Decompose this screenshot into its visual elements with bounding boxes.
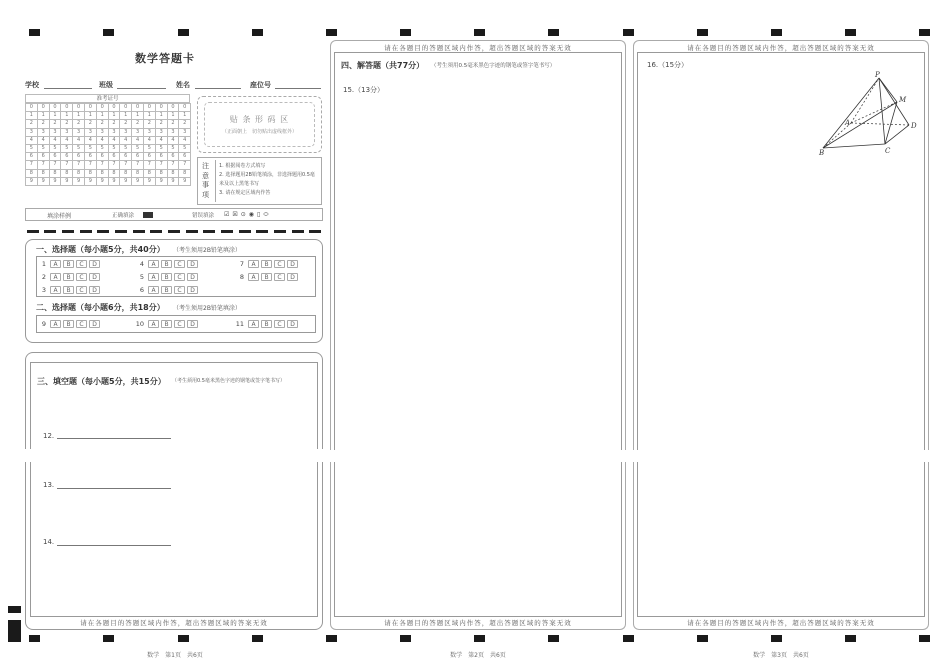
ticket-digit-bubble[interactable]: 3 (61, 128, 73, 136)
question-number: 11 (235, 320, 244, 328)
ticket-digit-bubble[interactable]: 6 (167, 153, 179, 161)
seat-label: 座位号 (250, 81, 271, 89)
choice-question (132, 320, 200, 328)
class-label: 班级 (99, 81, 113, 89)
option-bubble-b[interactable]: B (63, 286, 74, 294)
ticket-digit-bubble[interactable]: 2 (61, 120, 73, 128)
ticket-digit-bubble[interactable]: 9 (84, 177, 96, 185)
ticket-digit-bubble[interactable]: 7 (84, 161, 96, 169)
ticket-digit-bubble[interactable]: 9 (143, 177, 155, 185)
fill-section-inner-bottom (30, 462, 318, 617)
ticket-digit-bubble[interactable]: 8 (84, 169, 96, 177)
ticket-digit-bubble[interactable]: 5 (132, 144, 144, 152)
barcode-note: （正面朝上 切勿贴出虚线框外） (221, 129, 297, 135)
sec2-note: （考生须用2B铅笔填涂） (173, 305, 241, 312)
ticket-digit-bubble[interactable]: 7 (167, 161, 179, 169)
ticket-digit-bubble[interactable]: 8 (49, 169, 61, 177)
ticket-digit-bubble[interactable]: 3 (108, 128, 120, 136)
ticket-digit-bubble[interactable]: 0 (84, 104, 96, 112)
ticket-digit-bubble[interactable]: 8 (143, 169, 155, 177)
ticket-digit-bubble[interactable]: 9 (37, 177, 49, 185)
notice-1: 1. 根据阅卷方式填写 (219, 163, 266, 169)
option-bubble-c[interactable]: C (174, 260, 185, 268)
option-bubble-c[interactable]: C (76, 286, 87, 294)
wrong-fill-icons: ☑☒⊙◉▯⬭ (224, 211, 272, 218)
school-label: 学校 (25, 81, 39, 89)
ticket-digit-bubble[interactable]: 6 (179, 153, 191, 161)
ticket-digit-bubble[interactable]: 0 (179, 104, 191, 112)
ticket-digit-bubble[interactable]: 6 (143, 153, 155, 161)
name-label: 姓名 (176, 81, 190, 89)
option-bubble-d[interactable]: D (89, 260, 100, 268)
option-bubble-a[interactable]: A (148, 273, 159, 281)
question-number: 2 (41, 273, 46, 281)
ticket-digit-bubble[interactable]: 3 (120, 128, 132, 136)
option-bubble-a[interactable]: A (50, 286, 61, 294)
choice-question (132, 273, 200, 281)
footer-page-1: 数学 第1页 共6页 (147, 652, 203, 659)
option-bubble-c[interactable]: C (76, 260, 87, 268)
ticket-digit-bubble[interactable]: 0 (167, 104, 179, 112)
option-bubble-b[interactable]: B (261, 273, 272, 281)
ticket-digit-bubble[interactable]: 8 (61, 169, 73, 177)
col2-warning-bottom: 请在各题目的答题区域内作答，超出答题区域的答案无效 (384, 619, 572, 627)
ticket-digit-bubble[interactable]: 6 (96, 153, 108, 161)
ticket-digit-bubble[interactable]: 2 (143, 120, 155, 128)
ticket-digit-bubble[interactable]: 5 (120, 144, 132, 152)
footer-page-3: 数学 第3页 共6页 (753, 652, 809, 659)
q14-answer-line[interactable] (57, 545, 171, 546)
ticket-digit-bubble[interactable]: 5 (108, 144, 120, 152)
option-bubble-c[interactable]: C (274, 260, 285, 268)
ticket-digit-bubble[interactable]: 7 (179, 161, 191, 169)
ticket-digit-bubble[interactable]: 4 (37, 136, 49, 144)
option-bubble-d[interactable]: D (187, 286, 198, 294)
ticket-digit-bubble[interactable]: 2 (108, 120, 120, 128)
option-bubble-b[interactable]: B (261, 320, 272, 328)
ticket-digit-bubble[interactable]: 9 (179, 177, 191, 185)
ticket-digit-bubble[interactable]: 3 (73, 128, 85, 136)
ticket-digit-bubble[interactable]: 5 (167, 144, 179, 152)
ticket-digit-bubble[interactable]: 3 (49, 128, 61, 136)
option-bubble-d[interactable]: D (187, 273, 198, 281)
ticket-digit-bubble[interactable]: 2 (120, 120, 132, 128)
ticket-digit-bubble[interactable]: 2 (96, 120, 108, 128)
question-number: 9 (41, 320, 46, 328)
ticket-digit-bubble[interactable]: 6 (37, 153, 49, 161)
ticket-digit-bubble[interactable]: 4 (143, 136, 155, 144)
option-bubble-d[interactable]: D (287, 320, 298, 328)
q12-answer-line[interactable] (57, 438, 171, 439)
ticket-digit-bubble[interactable]: 4 (179, 136, 191, 144)
ticket-digit-bubble[interactable]: 9 (167, 177, 179, 185)
ticket-digit-bubble[interactable]: 8 (120, 169, 132, 177)
ticket-digit-bubble[interactable]: 5 (37, 144, 49, 152)
choice-question (132, 286, 200, 294)
ticket-digit-bubble[interactable]: 4 (167, 136, 179, 144)
footer-page-2: 数学 第2页 共6页 (450, 652, 506, 659)
label-P: P (875, 71, 880, 79)
ticket-digit-bubble[interactable]: 9 (96, 177, 108, 185)
choice-question (34, 286, 102, 294)
col3-warning-bottom: 请在各题目的答题区域内作答，超出答题区域的答案无效 (687, 619, 875, 627)
option-bubble-a[interactable]: A (50, 273, 61, 281)
barcode-area (197, 96, 322, 153)
option-bubble-d[interactable]: D (89, 286, 100, 294)
ticket-digit-bubble[interactable]: 7 (96, 161, 108, 169)
question-number: 8 (239, 273, 244, 281)
option-bubble-c[interactable]: C (76, 320, 87, 328)
card-title: 数学答题卡 (135, 52, 195, 65)
option-bubble-a[interactable]: A (148, 286, 159, 294)
ticket-digit-bubble[interactable]: 1 (155, 112, 167, 120)
choice-question (34, 260, 102, 268)
ticket-digit-bubble[interactable]: 9 (49, 177, 61, 185)
ticket-digit-bubble[interactable]: 5 (96, 144, 108, 152)
choice-question (132, 260, 200, 268)
choice-question (232, 260, 300, 268)
sec2-title: 二、选择题（每小题6分，共18分） (36, 303, 165, 312)
ticket-digit-bubble[interactable]: 3 (26, 128, 38, 136)
option-bubble-a[interactable]: A (148, 320, 159, 328)
ticket-digit-bubble[interactable]: 3 (143, 128, 155, 136)
ticket-digit-bubble[interactable]: 0 (143, 104, 155, 112)
ticket-digit-bubble[interactable]: 1 (132, 112, 144, 120)
ticket-digit-bubble[interactable]: 2 (26, 120, 38, 128)
ticket-digit-bubble[interactable]: 0 (96, 104, 108, 112)
option-bubble-a[interactable]: A (50, 320, 61, 328)
ticket-digit-bubble[interactable]: 2 (167, 120, 179, 128)
ticket-digit-bubble[interactable]: 6 (49, 153, 61, 161)
option-bubble-c[interactable]: C (174, 320, 185, 328)
question-number: 5 (139, 273, 144, 281)
pyramid-figure (815, 70, 925, 160)
ticket-digit-bubble[interactable]: 7 (155, 161, 167, 169)
ticket-digit-bubble[interactable]: 5 (155, 144, 167, 152)
ticket-digit-bubble[interactable]: 7 (26, 161, 38, 169)
ticket-digit-bubble[interactable]: 8 (108, 169, 120, 177)
ticket-digit-bubble[interactable]: 4 (108, 136, 120, 144)
ticket-digit-bubble[interactable]: 2 (49, 120, 61, 128)
choice-question (34, 273, 102, 281)
ticket-digit-bubble[interactable]: 2 (73, 120, 85, 128)
ticket-digit-bubble[interactable]: 1 (167, 112, 179, 120)
ticket-digit-bubble[interactable]: 3 (84, 128, 96, 136)
ticket-digit-bubble[interactable]: 5 (73, 144, 85, 152)
option-bubble-c[interactable]: C (174, 273, 185, 281)
ticket-digit-bubble[interactable]: 5 (143, 144, 155, 152)
ticket-digit-bubble[interactable]: 3 (167, 128, 179, 136)
label-C: C (885, 147, 891, 155)
barcode-title: 贴 条 形 码 区 (229, 115, 290, 124)
ticket-digit-bubble[interactable]: 4 (26, 136, 38, 144)
ticket-digit-bubble[interactable]: 0 (73, 104, 85, 112)
label-M: M (899, 96, 907, 104)
ticket-digit-bubble[interactable]: 1 (73, 112, 85, 120)
option-bubble-a[interactable]: A (248, 260, 259, 268)
ticket-digit-bubble[interactable]: 0 (132, 104, 144, 112)
ticket-digit-bubble[interactable]: 4 (84, 136, 96, 144)
question-number: 3 (41, 286, 46, 294)
ticket-digit-bubble[interactable]: 8 (167, 169, 179, 177)
sec3-note: （考生须用0.5毫米黑色字迹的钢笔或签字笔书写） (172, 378, 285, 384)
ticket-digit-bubble[interactable]: 4 (120, 136, 132, 144)
option-bubble-b[interactable]: B (161, 260, 172, 268)
choice-question (232, 273, 300, 281)
ticket-digit-bubble[interactable]: 3 (37, 128, 49, 136)
q13-label: 13. (43, 481, 55, 489)
ticket-digit-bubble[interactable]: 3 (132, 128, 144, 136)
option-bubble-d[interactable]: D (89, 320, 100, 328)
sec4-note: （考生须用0.5毫米黑色字迹的钢笔或签字笔书写） (431, 63, 556, 69)
ticket-digit-bubble[interactable]: 3 (179, 128, 191, 136)
option-bubble-b[interactable]: B (261, 260, 272, 268)
option-bubble-c[interactable]: C (274, 273, 285, 281)
ticket-digit-bubble[interactable]: 5 (26, 144, 38, 152)
option-bubble-c[interactable]: C (274, 320, 285, 328)
question-number: 10 (135, 320, 144, 328)
ticket-digit-bubble[interactable]: 6 (155, 153, 167, 161)
ticket-digit-bubble[interactable]: 1 (108, 112, 120, 120)
option-bubble-b[interactable]: B (161, 286, 172, 294)
notice-box (197, 157, 322, 205)
ticket-digit-bubble[interactable]: 9 (73, 177, 85, 185)
col3-warning-top: 请在各题目的答题区域内作答，超出答题区域的答案无效 (687, 44, 875, 52)
question-number: 6 (139, 286, 144, 294)
q16-label: 16.（15分） (647, 61, 689, 69)
choice-question (34, 320, 102, 328)
ticket-digit-bubble[interactable]: 0 (49, 104, 61, 112)
fill-example-row (25, 208, 323, 221)
ticket-digit-bubble[interactable]: 8 (37, 169, 49, 177)
col1-warning: 请在各题目的答题区域内作答，超出答题区域的答案无效 (80, 619, 268, 627)
ticket-digit-bubble[interactable]: 7 (143, 161, 155, 169)
ticket-digit-bubble[interactable]: 0 (37, 104, 49, 112)
ticket-digit-bubble[interactable]: 0 (155, 104, 167, 112)
option-bubble-a[interactable]: A (148, 260, 159, 268)
option-bubble-c[interactable]: C (174, 286, 185, 294)
ticket-digit-bubble[interactable]: 5 (179, 144, 191, 152)
option-bubble-b[interactable]: B (63, 260, 74, 268)
ticket-digit-bubble[interactable]: 7 (132, 161, 144, 169)
ticket-digit-bubble[interactable]: 2 (155, 120, 167, 128)
col3-inner-bottom[interactable] (637, 462, 925, 617)
ticket-digit-bubble[interactable]: 8 (179, 169, 191, 177)
ticket-digit-bubble[interactable]: 4 (49, 136, 61, 144)
q15-label: 15.（13分） (343, 86, 385, 94)
ticket-digit-bubble[interactable]: 1 (49, 112, 61, 120)
ticket-digit-bubble[interactable]: 1 (26, 112, 38, 120)
ticket-digit-bubble[interactable]: 4 (61, 136, 73, 144)
ticket-digit-bubble[interactable]: 7 (73, 161, 85, 169)
ticket-digit-bubble[interactable]: 9 (108, 177, 120, 185)
option-bubble-a[interactable]: A (248, 320, 259, 328)
ticket-digit-bubble[interactable]: 8 (96, 169, 108, 177)
sec4-title: 四、解答题（共77分） (341, 61, 425, 70)
option-bubble-b[interactable]: B (161, 320, 172, 328)
ticket-digit-bubble[interactable]: 9 (26, 177, 38, 185)
ticket-digit-bubble[interactable]: 1 (37, 112, 49, 120)
ticket-digit-bubble[interactable]: 8 (26, 169, 38, 177)
ticket-digit-bubble[interactable]: 0 (120, 104, 132, 112)
question-number: 1 (41, 260, 46, 268)
ticket-digit-bubble[interactable]: 9 (132, 177, 144, 185)
correct-fill-icon (143, 212, 153, 218)
class-field[interactable] (117, 88, 166, 89)
ticket-digit-bubble[interactable]: 6 (132, 153, 144, 161)
option-bubble-d[interactable]: D (187, 260, 198, 268)
notice-2: 2. 选择题用2B铅笔填涂，非选择题用0.5毫米及以上黑笔书写 (219, 172, 315, 187)
ticket-digit-bubble[interactable]: 4 (73, 136, 85, 144)
ticket-digit-bubble[interactable]: 8 (132, 169, 144, 177)
name-field[interactable] (195, 88, 241, 89)
ticket-digit-bubble[interactable]: 7 (37, 161, 49, 169)
q13-answer-line[interactable] (57, 488, 171, 489)
ticket-digit-bubble[interactable]: 1 (61, 112, 73, 120)
sec1-title: 一、选择题（每小题5分，共40分） (36, 245, 165, 254)
ticket-digit-bubble[interactable]: 1 (179, 112, 191, 120)
question-number: 4 (139, 260, 144, 268)
ticket-digit-bubble[interactable]: 4 (132, 136, 144, 144)
ticket-digit-bubble[interactable]: 3 (155, 128, 167, 136)
option-bubble-a[interactable]: A (50, 260, 61, 268)
ticket-digit-bubble[interactable]: 6 (73, 153, 85, 161)
option-bubble-b[interactable]: B (63, 320, 74, 328)
ticket-digit-bubble[interactable]: 9 (155, 177, 167, 185)
q12-label: 12. (43, 432, 55, 440)
ticket-digit-bubble[interactable]: 8 (155, 169, 167, 177)
ticket-digit-bubble[interactable]: 8 (73, 169, 85, 177)
ticket-digit-bubble[interactable]: 1 (84, 112, 96, 120)
option-bubble-d[interactable]: D (287, 273, 298, 281)
ticket-digit-bubble[interactable]: 2 (132, 120, 144, 128)
ticket-digit-bubble[interactable]: 2 (37, 120, 49, 128)
col2-inner-bottom[interactable] (334, 462, 622, 617)
choice-question (232, 320, 300, 328)
question-number: 7 (239, 260, 244, 268)
ticket-digit-bubble[interactable]: 1 (96, 112, 108, 120)
ticket-digit-bubble[interactable]: 6 (84, 153, 96, 161)
ticket-digit-bubble[interactable]: 3 (96, 128, 108, 136)
label-D: D (911, 122, 917, 130)
ticket-digit-bubble[interactable]: 9 (61, 177, 73, 185)
option-bubble-b[interactable]: B (161, 273, 172, 281)
school-field[interactable] (44, 88, 92, 89)
ticket-digit-bubble[interactable]: 2 (179, 120, 191, 128)
label-B: B (819, 149, 825, 157)
ticket-digit-bubble[interactable]: 1 (120, 112, 132, 120)
ticket-digit-bubble[interactable]: 2 (84, 120, 96, 128)
ticket-digit-bubble[interactable]: 0 (61, 104, 73, 112)
ticket-digit-bubble[interactable]: 6 (108, 153, 120, 161)
ticket-digit-bubble[interactable]: 4 (155, 136, 167, 144)
notice-label: 注意事项 (202, 162, 209, 199)
ticket-digit-bubble[interactable]: 7 (120, 161, 132, 169)
q14-label: 14. (43, 538, 55, 546)
wrong-fill-label: 错误填涂 (192, 213, 215, 219)
ticket-digit-bubble[interactable]: 0 (26, 104, 38, 112)
seat-field[interactable] (275, 88, 321, 89)
fill-example-label: 填涂样例 (47, 213, 72, 220)
label-A: A (845, 119, 851, 127)
correct-fill-label: 正确填涂 (112, 213, 135, 219)
option-bubble-a[interactable]: A (248, 273, 259, 281)
option-bubble-d[interactable]: D (187, 320, 198, 328)
sec1-note: （考生须用2B铅笔填涂） (173, 247, 241, 254)
ticket-digit-bubble[interactable]: 6 (61, 153, 73, 161)
ticket-digit-bubble[interactable]: 9 (120, 177, 132, 185)
sec3-title: 三、填空题（每小题5分，共15分） (37, 377, 166, 386)
ticket-digit-bubble[interactable]: 5 (61, 144, 73, 152)
ticket-digit-bubble[interactable]: 7 (61, 161, 73, 169)
ticket-number-label: 准考证号 (25, 94, 190, 103)
ticket-digit-bubble[interactable]: 1 (143, 112, 155, 120)
ticket-number-grid[interactable] (25, 103, 191, 186)
ticket-digit-bubble[interactable]: 4 (96, 136, 108, 144)
option-bubble-d[interactable]: D (89, 273, 100, 281)
ticket-digit-bubble[interactable]: 6 (120, 153, 132, 161)
option-bubble-d[interactable]: D (287, 260, 298, 268)
ticket-digit-bubble[interactable]: 7 (49, 161, 61, 169)
notice-3: 3. 请在规定区域内作答 (219, 190, 271, 196)
ticket-digit-bubble[interactable]: 5 (84, 144, 96, 152)
ticket-digit-bubble[interactable]: 6 (26, 153, 38, 161)
ticket-digit-bubble[interactable]: 7 (108, 161, 120, 169)
col2-warning-top: 请在各题目的答题区域内作答，超出答题区域的答案无效 (384, 44, 572, 52)
option-bubble-b[interactable]: B (63, 273, 74, 281)
q15-answer-area[interactable] (334, 96, 622, 450)
ticket-digit-bubble[interactable]: 0 (108, 104, 120, 112)
option-bubble-c[interactable]: C (76, 273, 87, 281)
ticket-digit-bubble[interactable]: 5 (49, 144, 61, 152)
